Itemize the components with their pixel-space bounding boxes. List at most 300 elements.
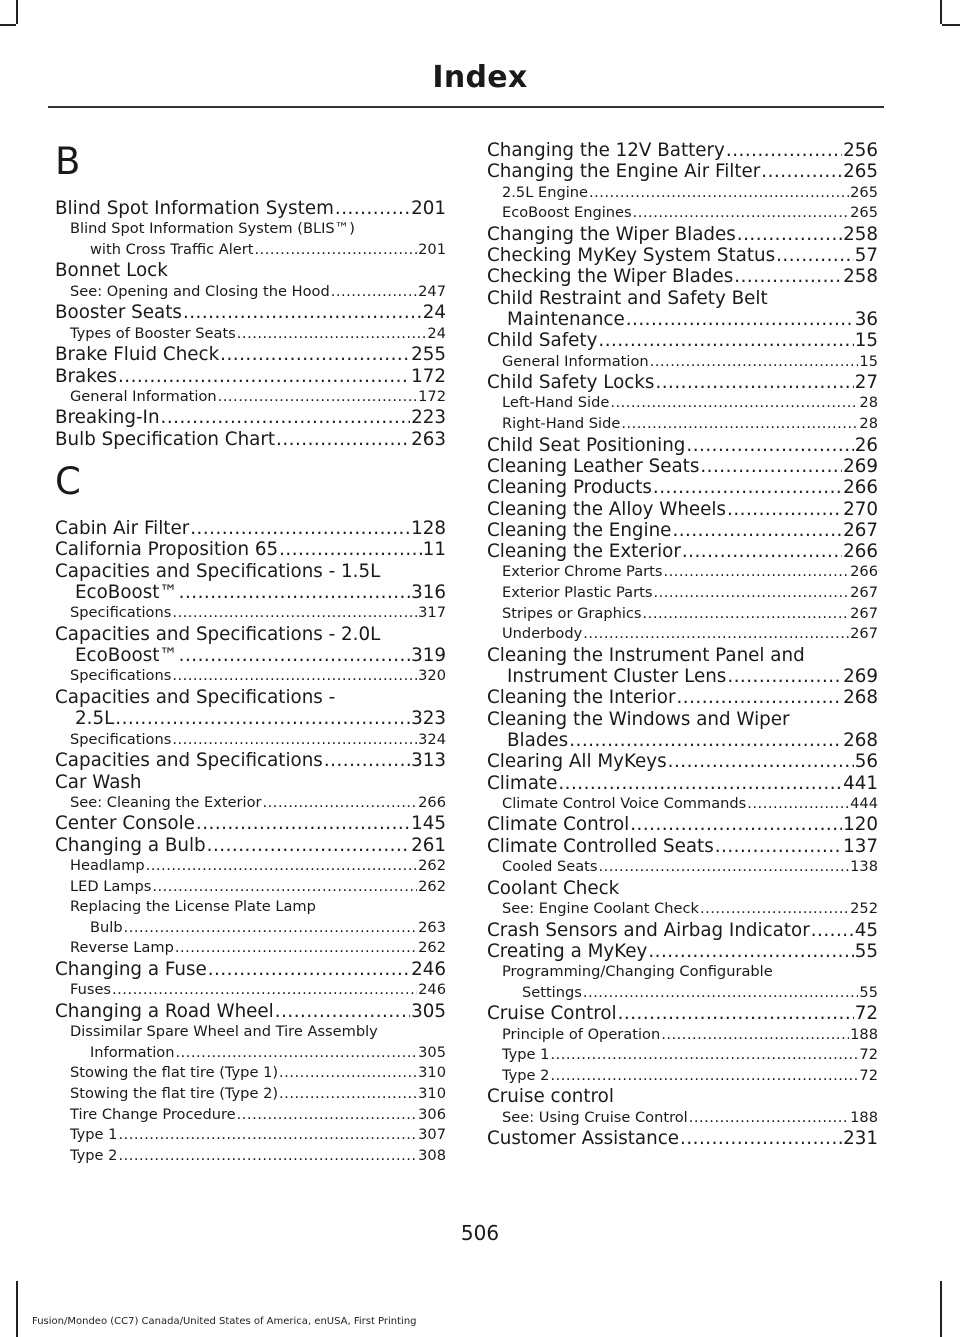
entry-title: Breaking-In [55,407,160,429]
index-subentry[interactable] [55,324,446,345]
leader-dots [279,539,422,560]
entry-page-number[interactable]: 223 [411,407,446,429]
index-entry[interactable] [487,878,878,899]
index-subentry[interactable] [487,1066,878,1087]
entry-page-number[interactable]: 319 [411,645,446,667]
index-entry[interactable] [487,266,878,287]
entry-title: Stowing the flat tire (Type 2) [70,1084,279,1102]
entry-title: Checking MyKey System Status [487,245,776,267]
entry-page-number[interactable]: 268 [843,729,878,751]
index-entry[interactable] [55,1001,446,1022]
leader-dots [643,604,850,625]
section-letter: B [55,140,81,183]
entry-page-number[interactable]: 172 [411,365,446,387]
leader-dots [610,393,858,414]
entry-title: See: Cleaning the Exterior [70,793,262,811]
entry-page-number[interactable]: 263 [418,918,446,936]
leader-dots [331,282,417,303]
entry-title: Coolant Check [487,877,620,899]
leader-dots [196,813,410,834]
index-subentry[interactable] [55,980,446,1001]
entry-page-number[interactable]: 24 [427,324,446,342]
index-subentry[interactable] [487,794,878,815]
index-entry[interactable] [487,245,878,266]
entry-page-number[interactable]: 27 [854,372,878,394]
leader-dots [726,140,842,161]
leader-dots [115,708,410,729]
entry-page-number[interactable]: 270 [843,498,878,520]
index-subentry[interactable] [487,583,878,604]
entry-page-number[interactable]: 444 [850,794,878,812]
index-subentry[interactable] [55,856,446,877]
entry-page-number[interactable]: 305 [418,1043,446,1061]
entry-page-number[interactable]: 201 [411,198,446,219]
index-entry[interactable] [55,561,446,604]
entry-page-number[interactable]: 263 [411,428,446,450]
index-entry[interactable] [55,750,446,771]
index-entry[interactable] [487,1086,878,1107]
entry-title: Type 2 [502,1066,550,1084]
entry-page-number[interactable]: 137 [843,835,878,857]
entry-title-continued: 2.5L [75,708,115,730]
leader-dots [633,203,850,224]
entry-title: Type 1 [70,1126,118,1144]
entry-page-number[interactable]: 72 [859,1066,878,1084]
entry-page-number[interactable]: 313 [411,750,446,772]
entry-page-number[interactable]: 267 [850,625,878,643]
entry-title: Cleaning the Windows and Wiper [487,708,790,730]
entry-title: Climate Controlled Seats [487,835,714,857]
entry-title: Reverse Lamp [70,939,174,957]
entry-title: Left-Hand Side [502,394,610,412]
entry-title: Creating a MyKey [487,940,648,962]
leader-dots [761,161,842,182]
index-subentry[interactable] [55,793,446,814]
entry-page-number[interactable]: 36 [854,308,878,330]
index-subentry[interactable] [55,897,446,938]
entry-title: Programming/Changing Configurable [502,963,773,981]
entry-page-number[interactable]: 172 [418,387,446,405]
entry-title: Cruise Control [487,1003,617,1025]
entry-page-number[interactable]: 128 [411,518,446,540]
index-entry[interactable] [487,920,878,941]
entry-title-continued: EcoBoost™ [75,581,178,603]
entry-page-number[interactable]: 269 [843,455,878,477]
leader-dots [254,240,417,261]
entry-page-number[interactable]: 246 [418,981,446,999]
index-subentry[interactable] [487,183,878,204]
entry-title: See: Using Cruise Control [502,1108,688,1126]
leader-dots [737,224,842,245]
entry-page-number[interactable]: 247 [418,282,446,300]
entry-page-number[interactable]: 256 [843,140,878,161]
leader-dots [653,477,842,498]
index-subentry[interactable] [55,1063,446,1084]
index-entry[interactable] [487,645,878,688]
index-subentry[interactable] [55,603,446,624]
entry-title: 2.5L Engine [502,183,588,201]
leader-dots [598,330,853,351]
leader-dots [676,687,842,708]
index-subentry[interactable] [487,857,878,878]
crop-mark [940,1281,942,1337]
entry-page-number[interactable]: 265 [850,183,878,201]
entry-page-number[interactable]: 56 [854,751,878,773]
leader-dots [655,372,853,393]
index-entry[interactable] [55,813,446,834]
entry-title: Bulb Specification Chart [55,428,276,450]
index-column-right [487,140,878,1150]
entry-page-number[interactable]: 15 [859,352,878,370]
entry-page-number[interactable]: 262 [418,856,446,874]
index-entry[interactable] [487,435,878,456]
entry-page-number[interactable]: 45 [854,919,878,941]
index-subentry[interactable] [487,562,878,583]
entry-title: Bonnet Lock [55,260,168,282]
entry-page-number[interactable]: 268 [843,687,878,709]
index-subentry[interactable] [55,1125,446,1146]
index-entry[interactable] [487,224,878,245]
index-subentry[interactable] [487,352,878,373]
entry-page-number[interactable]: 261 [411,834,446,856]
page-header [0,60,960,95]
leader-dots [335,198,410,219]
leader-dots [179,582,410,603]
entry-title: Cleaning Leather Seats [487,455,700,477]
index-subentry[interactable] [55,1146,446,1167]
entry-title-continued: Maintenance [507,308,625,330]
index-entry[interactable] [55,198,446,219]
entry-page-number[interactable]: 266 [418,793,446,811]
index-entry[interactable] [487,687,878,708]
entry-title: Climate Control Voice Commands [502,794,747,812]
entry-page-number[interactable]: 310 [418,1064,446,1082]
index-entry[interactable] [55,344,446,365]
leader-dots [558,773,842,794]
leader-dots [279,1063,417,1084]
entry-page-number[interactable]: 265 [850,204,878,222]
entry-title: Specifications [70,667,172,685]
crop-mark [940,0,942,24]
index-subentry[interactable] [55,666,446,687]
entry-title: Cabin Air Filter [55,518,190,540]
entry-page-number[interactable]: 317 [418,604,446,622]
index-entry[interactable] [55,772,446,793]
entry-page-number[interactable]: 320 [418,667,446,685]
entry-title: See: Opening and Closing the Hood [70,282,330,300]
entry-title: California Proposition 65 [55,539,279,561]
leader-dots [663,562,849,583]
leader-dots [727,499,842,520]
entry-page-number[interactable]: 15 [854,330,878,352]
index-entry[interactable] [55,366,446,387]
entry-page-number[interactable]: 72 [854,1003,878,1025]
leader-dots [727,666,842,687]
entry-page-number[interactable]: 308 [418,1146,446,1164]
leader-dots [811,920,854,941]
entry-page-number[interactable]: 201 [418,240,446,258]
entry-page-number[interactable]: 28 [859,394,878,412]
leader-dots [118,1146,417,1167]
entry-page-number[interactable]: 55 [854,940,878,962]
entry-page-number[interactable]: 188 [850,1025,878,1043]
entry-page-number[interactable]: 231 [843,1128,878,1150]
entry-page-number[interactable]: 441 [843,772,878,794]
leader-dots [700,899,849,920]
index-entry[interactable] [487,1128,878,1149]
crop-mark [0,24,16,26]
index-entry[interactable] [55,518,446,539]
entry-title: Cleaning the Exterior [487,541,681,563]
entry-page-number[interactable]: 269 [843,666,878,688]
entry-title: Cleaning the Interior [487,687,676,709]
index-entry[interactable] [487,456,878,477]
index-subentry[interactable] [487,624,878,645]
entry-page-number[interactable]: 323 [411,708,446,730]
entry-page-number[interactable]: 145 [411,813,446,835]
entry-title: Changing the Engine Air Filter [487,161,761,183]
leader-dots [275,1001,410,1022]
entry-title: Climate [487,772,558,794]
section-letter: C [55,460,81,504]
leader-dots [680,1128,842,1149]
leader-dots [118,366,410,387]
entry-page-number[interactable]: 258 [843,266,878,288]
leader-dots [279,1084,417,1105]
leader-dots [626,309,854,330]
index-subentry[interactable] [55,938,446,959]
entry-page-number[interactable]: 306 [418,1105,446,1123]
leader-dots [220,344,410,365]
index-subentry[interactable] [55,730,446,751]
page-title: Index [432,60,528,95]
crop-mark [942,24,960,26]
entry-title: Capacities and Specifications - 2.0L [55,623,381,645]
index-entry[interactable] [487,288,878,331]
leader-dots [599,857,850,878]
entry-page-number[interactable]: 57 [854,245,878,267]
entry-title: General Information [70,387,217,405]
leader-dots [172,603,417,624]
leader-dots [653,583,849,604]
leader-dots [686,435,853,456]
leader-dots [190,518,410,539]
entry-page-number[interactable]: 266 [850,563,878,581]
entry-title-continued: Instrument Cluster Lens [507,666,727,688]
leader-dots [569,730,842,751]
leader-dots [747,794,849,815]
entry-title: Customer Assistance [487,1128,680,1150]
entry-page-number[interactable]: 262 [418,877,446,895]
index-subentry[interactable] [487,604,878,625]
index-subentry[interactable] [55,1022,446,1063]
entry-title: Cleaning the Engine [487,519,672,541]
index-entry[interactable] [55,407,446,428]
index-entry[interactable] [487,773,878,794]
entry-page-number[interactable]: 310 [418,1084,446,1102]
entry-page-number[interactable]: 255 [411,344,446,366]
entry-title: Child Seat Positioning [487,434,686,456]
leader-dots [175,938,417,959]
index-entry[interactable] [487,161,878,182]
entry-title: Child Safety Locks [487,372,655,394]
entry-title: Capacities and Specifications [55,750,323,772]
index-column-left [55,140,446,1166]
index-entry[interactable] [55,429,446,450]
leader-dots [152,877,417,898]
entry-title-continued: Information [90,1043,175,1061]
entry-title: Changing a Road Wheel [55,1000,274,1022]
index-subentry[interactable] [487,899,878,920]
index-entry[interactable] [55,835,446,856]
entry-title: Booster Seats [55,302,182,324]
leader-dots [237,1105,417,1126]
entry-page-number[interactable]: 266 [843,541,878,563]
entry-page-number[interactable]: 324 [418,730,446,748]
leader-dots [550,1045,858,1066]
leader-dots [621,414,858,435]
index-subentry[interactable] [487,393,878,414]
index-entry[interactable] [487,751,878,772]
index-entry[interactable] [55,260,446,281]
entry-title: Climate Control [487,814,630,836]
entry-title: Blind Spot Information System [55,198,334,219]
leader-dots [672,520,842,541]
entry-title: Underbody [502,625,583,643]
leader-dots [324,750,410,771]
entry-title: Changing the Wiper Blades [487,223,736,245]
index-subentry[interactable] [55,1105,446,1126]
entry-title: Brake Fluid Check [55,344,220,366]
entry-title-continued: EcoBoost™ [75,645,178,667]
leader-dots [589,183,849,204]
index-entry[interactable] [487,520,878,541]
entry-page-number[interactable]: 265 [843,161,878,183]
index-entry[interactable] [487,499,878,520]
entry-title: LED Lamps [70,877,152,895]
index-entry[interactable] [487,836,878,857]
leader-dots [161,407,411,428]
entry-page-number[interactable]: 252 [850,899,878,917]
entry-page-number[interactable]: 24 [422,302,446,324]
entry-page-number[interactable]: 267 [850,604,878,622]
entry-page-number[interactable]: 72 [859,1046,878,1064]
entry-title: Headlamp [70,856,145,874]
entry-page-number[interactable]: 188 [850,1108,878,1126]
leader-dots [583,624,849,645]
index-entry[interactable] [55,959,446,980]
entry-title: Changing a Fuse [55,958,207,980]
entry-title: Right-Hand Side [502,415,621,433]
index-subentry[interactable] [487,414,878,435]
entry-title: EcoBoost Engines [502,204,632,222]
leader-dots [668,751,854,772]
index-entry[interactable] [55,302,446,323]
index-entry[interactable] [487,541,878,562]
index-subentry[interactable] [487,962,878,1003]
leader-dots [550,1066,858,1087]
entry-title: Crash Sensors and Airbag Indicator [487,919,810,941]
leader-dots [237,324,427,345]
entry-title-continued: with Cross Traffic Alert [90,240,254,258]
entry-page-number[interactable]: 262 [418,939,446,957]
index-subentry[interactable] [55,387,446,408]
index-subentry[interactable] [55,1084,446,1105]
leader-dots [648,941,853,962]
index-subentry[interactable] [487,1108,878,1129]
entry-title: Checking the Wiper Blades [487,266,734,288]
entry-title: Capacities and Specifications - 1.5L [55,560,381,582]
leader-dots [124,918,418,939]
entry-title: Brakes [55,365,117,387]
index-subentry[interactable] [55,219,446,260]
index-entry[interactable] [487,140,878,161]
footer-text: Fusion/Mondeo (CC7) Canada/United States of America, enUSA, First Printing [32,1316,417,1327]
entry-title: General Information [502,352,649,370]
index-subentry[interactable] [487,1025,878,1046]
index-entry[interactable] [55,687,446,730]
entry-page-number[interactable]: 55 [859,983,878,1001]
leader-dots [650,352,859,373]
entry-page-number[interactable]: 307 [418,1126,446,1144]
entry-title-continued: Blades [507,729,569,751]
entry-title: Type 1 [502,1046,550,1064]
index-entry[interactable] [487,1003,878,1024]
index-subentry[interactable] [55,282,446,303]
crop-mark [16,1281,18,1337]
entry-page-number[interactable]: 26 [854,434,878,456]
entry-title-continued: Settings [522,983,582,1001]
leader-dots [776,245,854,266]
entry-page-number[interactable]: 28 [859,415,878,433]
entry-page-number[interactable]: 11 [422,539,446,561]
index-entry[interactable] [487,330,878,351]
index-entry[interactable] [55,624,446,667]
entry-page-number[interactable]: 266 [843,477,878,499]
index-subentry[interactable] [487,203,878,224]
leader-dots [218,387,418,408]
entry-title: Stripes or Graphics [502,604,642,622]
entry-page-number[interactable]: 267 [850,584,878,602]
entry-title: Capacities and Specifications - [55,687,336,709]
index-entry[interactable] [487,477,878,498]
entry-title: Cleaning the Alloy Wheels [487,498,727,520]
index-entry[interactable] [487,941,878,962]
entry-page-number[interactable]: 316 [411,581,446,603]
entry-title: Specifications [70,730,172,748]
leader-dots [263,793,418,814]
entry-title: See: Engine Coolant Check [502,899,699,917]
entry-page-number[interactable]: 258 [843,223,878,245]
leader-dots [112,980,417,1001]
entry-page-number[interactable]: 120 [843,814,878,836]
index-entry[interactable] [55,539,446,560]
entry-title: Cruise control [487,1086,614,1108]
header-rule [48,106,884,108]
entry-page-number[interactable]: 138 [850,858,878,876]
entry-page-number[interactable]: 305 [411,1000,446,1022]
index-subentry[interactable] [55,877,446,898]
leader-dots [208,959,410,980]
index-entry[interactable] [487,814,878,835]
entry-title: Child Safety [487,330,598,352]
entry-page-number[interactable]: 246 [411,958,446,980]
entry-title: Cooled Seats [502,858,598,876]
index-subentry[interactable] [487,1045,878,1066]
entry-page-number[interactable]: 267 [843,519,878,541]
index-entry[interactable] [487,372,878,393]
index-entry[interactable] [487,709,878,752]
